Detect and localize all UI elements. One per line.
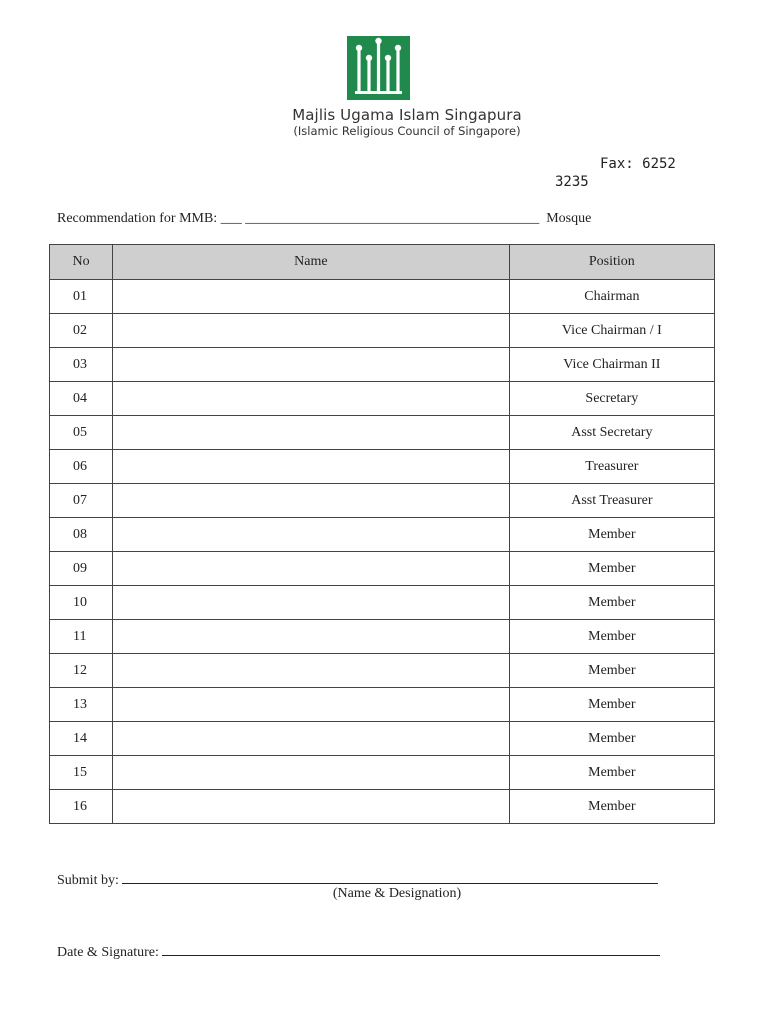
table-row (50, 688, 715, 722)
row-number-cell: 14 (50, 722, 113, 756)
fax-line-2: 3235 (555, 174, 589, 190)
position-cell: Asst Treasurer (509, 484, 714, 518)
position-cell: Vice Chairman / I (509, 314, 714, 348)
table-row (50, 518, 715, 552)
row-number-cell: 09 (50, 552, 113, 586)
submit-by-label: Submit by: (57, 873, 123, 888)
row-number-cell: 02 (50, 314, 113, 348)
row-number-cell: 07 (50, 484, 113, 518)
row-number-cell: 08 (50, 518, 113, 552)
table-row (50, 382, 715, 416)
table-row (50, 348, 715, 382)
column-header-position: Position (509, 245, 714, 280)
name-input-cell[interactable] (113, 484, 510, 518)
recommendation-line[interactable]: Recommendation for MMB: ___ __________________________________________ Mosque (57, 211, 592, 226)
column-header-no: No (50, 245, 113, 280)
date-signature-field[interactable] (162, 941, 660, 956)
row-number-cell: 11 (50, 620, 113, 654)
row-number-cell: 15 (50, 756, 113, 790)
table-row (50, 790, 715, 824)
table-row (50, 552, 715, 586)
position-cell: Treasurer (509, 450, 714, 484)
row-number-cell: 03 (50, 348, 113, 382)
name-input-cell[interactable] (113, 586, 510, 620)
position-cell: Asst Secretary (509, 416, 714, 450)
name-input-cell[interactable] (113, 654, 510, 688)
table-row (50, 484, 715, 518)
position-cell: Member (509, 722, 714, 756)
row-number-cell: 05 (50, 416, 113, 450)
name-input-cell[interactable] (113, 450, 510, 484)
table-row (50, 756, 715, 790)
fax-number (555, 155, 685, 191)
position-cell: Member (509, 654, 714, 688)
row-number-cell: 10 (50, 586, 113, 620)
table-row (50, 620, 715, 654)
row-number-cell: 13 (50, 688, 113, 722)
name-input-cell[interactable] (113, 416, 510, 450)
name-input-cell[interactable] (113, 348, 510, 382)
muis-logo-icon (347, 36, 410, 100)
name-input-cell[interactable] (113, 280, 510, 314)
row-number-cell: 04 (50, 382, 113, 416)
position-cell: Member (509, 688, 714, 722)
position-cell: Secretary (509, 382, 714, 416)
name-input-cell[interactable] (113, 688, 510, 722)
position-cell: Chairman (509, 280, 714, 314)
organization-subtitle: (Islamic Religious Council of Singapore) (293, 124, 521, 138)
table-row (50, 654, 715, 688)
position-cell: Member (509, 552, 714, 586)
table-header-row (50, 245, 715, 280)
committee-table (49, 244, 715, 824)
name-input-cell[interactable] (113, 518, 510, 552)
table-row (50, 314, 715, 348)
name-input-cell[interactable] (113, 722, 510, 756)
submit-by-field[interactable] (122, 869, 658, 884)
position-cell: Member (509, 620, 714, 654)
table-row (50, 416, 715, 450)
row-number-cell: 12 (50, 654, 113, 688)
organization-name: Majlis Ugama Islam Singapura (292, 106, 522, 124)
name-input-cell[interactable] (113, 314, 510, 348)
name-input-cell[interactable] (113, 382, 510, 416)
table-row (50, 450, 715, 484)
table-row (50, 586, 715, 620)
date-signature-label: Date & Signature: (57, 945, 163, 960)
row-number-cell: 16 (50, 790, 113, 824)
fax-line-1: Fax: 6252 (600, 156, 676, 172)
name-input-cell[interactable] (113, 552, 510, 586)
name-input-cell[interactable] (113, 790, 510, 824)
name-input-cell[interactable] (113, 620, 510, 654)
position-cell: Vice Chairman II (509, 348, 714, 382)
date-signature-line (57, 941, 660, 961)
row-number-cell: 06 (50, 450, 113, 484)
position-cell: Member (509, 518, 714, 552)
name-input-cell[interactable] (113, 756, 510, 790)
position-cell: Member (509, 756, 714, 790)
position-cell: Member (509, 586, 714, 620)
position-cell: Member (509, 790, 714, 824)
table-row (50, 722, 715, 756)
column-header-name: Name (113, 245, 510, 280)
table-row (50, 280, 715, 314)
name-designation-caption: (Name & Designation) (332, 886, 462, 901)
row-number-cell: 01 (50, 280, 113, 314)
